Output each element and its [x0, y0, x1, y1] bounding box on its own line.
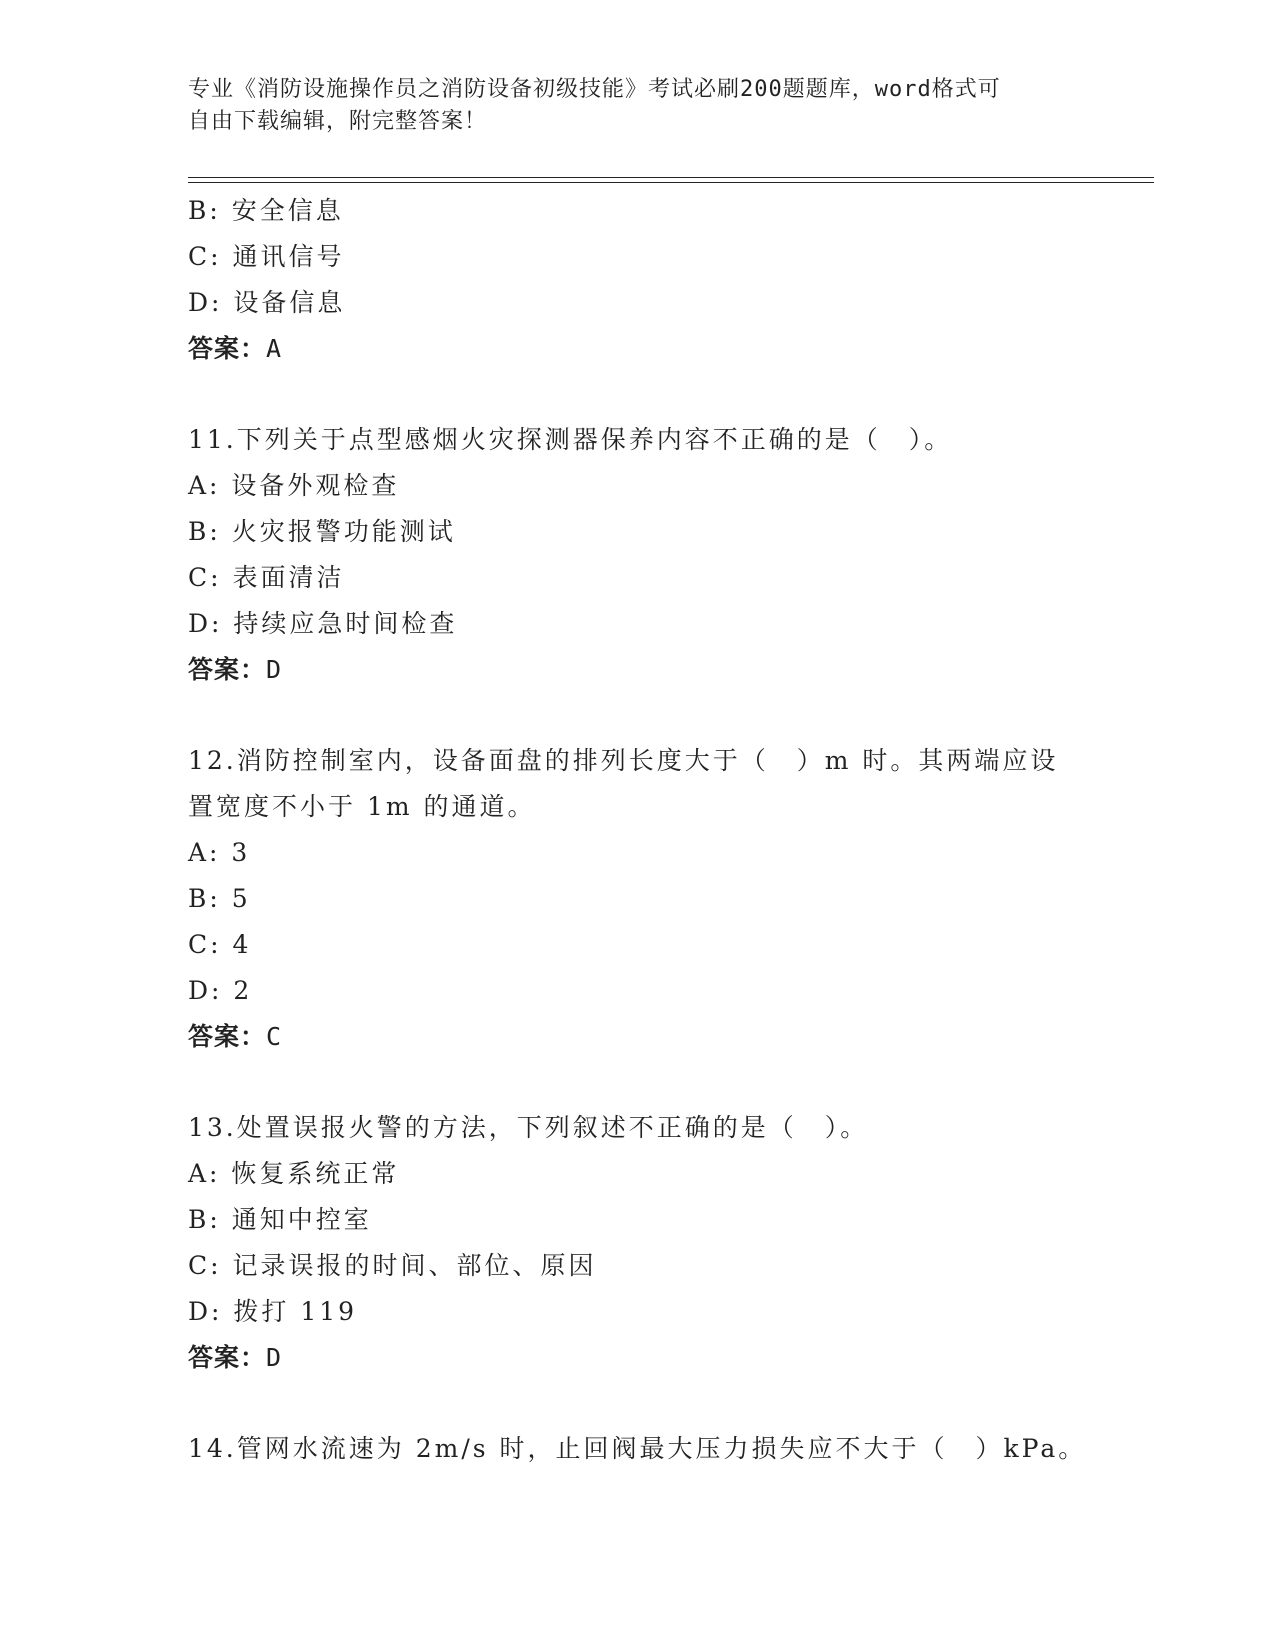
option-line: D: 拨打 119 — [188, 1297, 358, 1326]
option-line: B: 通知中控室 — [188, 1205, 372, 1234]
question-11 — [188, 417, 1088, 693]
option-line: C: 表面清洁 — [188, 563, 345, 592]
header-line-2: 自由下载编辑，附完整答案！ — [188, 109, 488, 134]
answer-label: 答案： — [188, 655, 267, 684]
question-13 — [188, 1105, 1088, 1381]
option-line: B: 火灾报警功能测试 — [188, 517, 456, 546]
question-10-continuation — [188, 188, 1088, 372]
answer-value: D — [266, 655, 282, 684]
question-12 — [188, 738, 1088, 1060]
option-line: D: 设备信息 — [188, 288, 346, 317]
answer-label: 答案： — [188, 334, 267, 363]
answer-line — [188, 1014, 1088, 1060]
question-stem-continued: 置宽度不小于 1m 的通道。 — [188, 792, 536, 821]
option-line: D: 2 — [188, 976, 253, 1005]
answer-value: D — [266, 1343, 282, 1372]
answer-value: A — [266, 334, 282, 363]
option-line: A: 设备外观检查 — [188, 471, 400, 500]
option-line: B: 5 — [188, 884, 251, 913]
question-stem: 13.处置误报火警的方法，下列叙述不正确的是（ ）。 — [188, 1113, 869, 1142]
question-14 — [188, 1426, 1088, 1472]
header-rule-top — [188, 177, 1154, 178]
answer-label: 答案： — [188, 1022, 267, 1051]
answer-line — [188, 647, 1088, 693]
option-line: C: 4 — [188, 930, 252, 959]
option-line: D: 持续应急时间检查 — [188, 609, 458, 638]
option-line: B: 安全信息 — [188, 196, 344, 225]
option-line: C: 通讯信号 — [188, 242, 345, 271]
answer-label: 答案： — [188, 1343, 267, 1372]
document-header — [188, 74, 1068, 138]
question-stem: 11.下列关于点型感烟火灾探测器保养内容不正确的是（ ）。 — [188, 425, 953, 454]
option-line: C: 记录误报的时间、部位、原因 — [188, 1251, 597, 1280]
question-stem: 12.消防控制室内，设备面盘的排列长度大于（ ）m 时。其两端应设 — [188, 746, 1059, 775]
question-content — [188, 188, 1088, 1472]
header-rule-bottom — [188, 182, 1154, 183]
question-stem: 14.管网水流速为 2m/s 时，止回阀最大压力损失应不大于（ ）kPa。 — [188, 1434, 1087, 1463]
option-line: A: 恢复系统正常 — [188, 1159, 400, 1188]
answer-line — [188, 326, 1088, 372]
header-line-1: 专业《消防设施操作员之消防设备初级技能》考试必刷200题题库，word格式可 — [188, 77, 1001, 102]
answer-value: C — [266, 1022, 282, 1051]
answer-line — [188, 1335, 1088, 1381]
option-line: A: 3 — [188, 838, 251, 867]
